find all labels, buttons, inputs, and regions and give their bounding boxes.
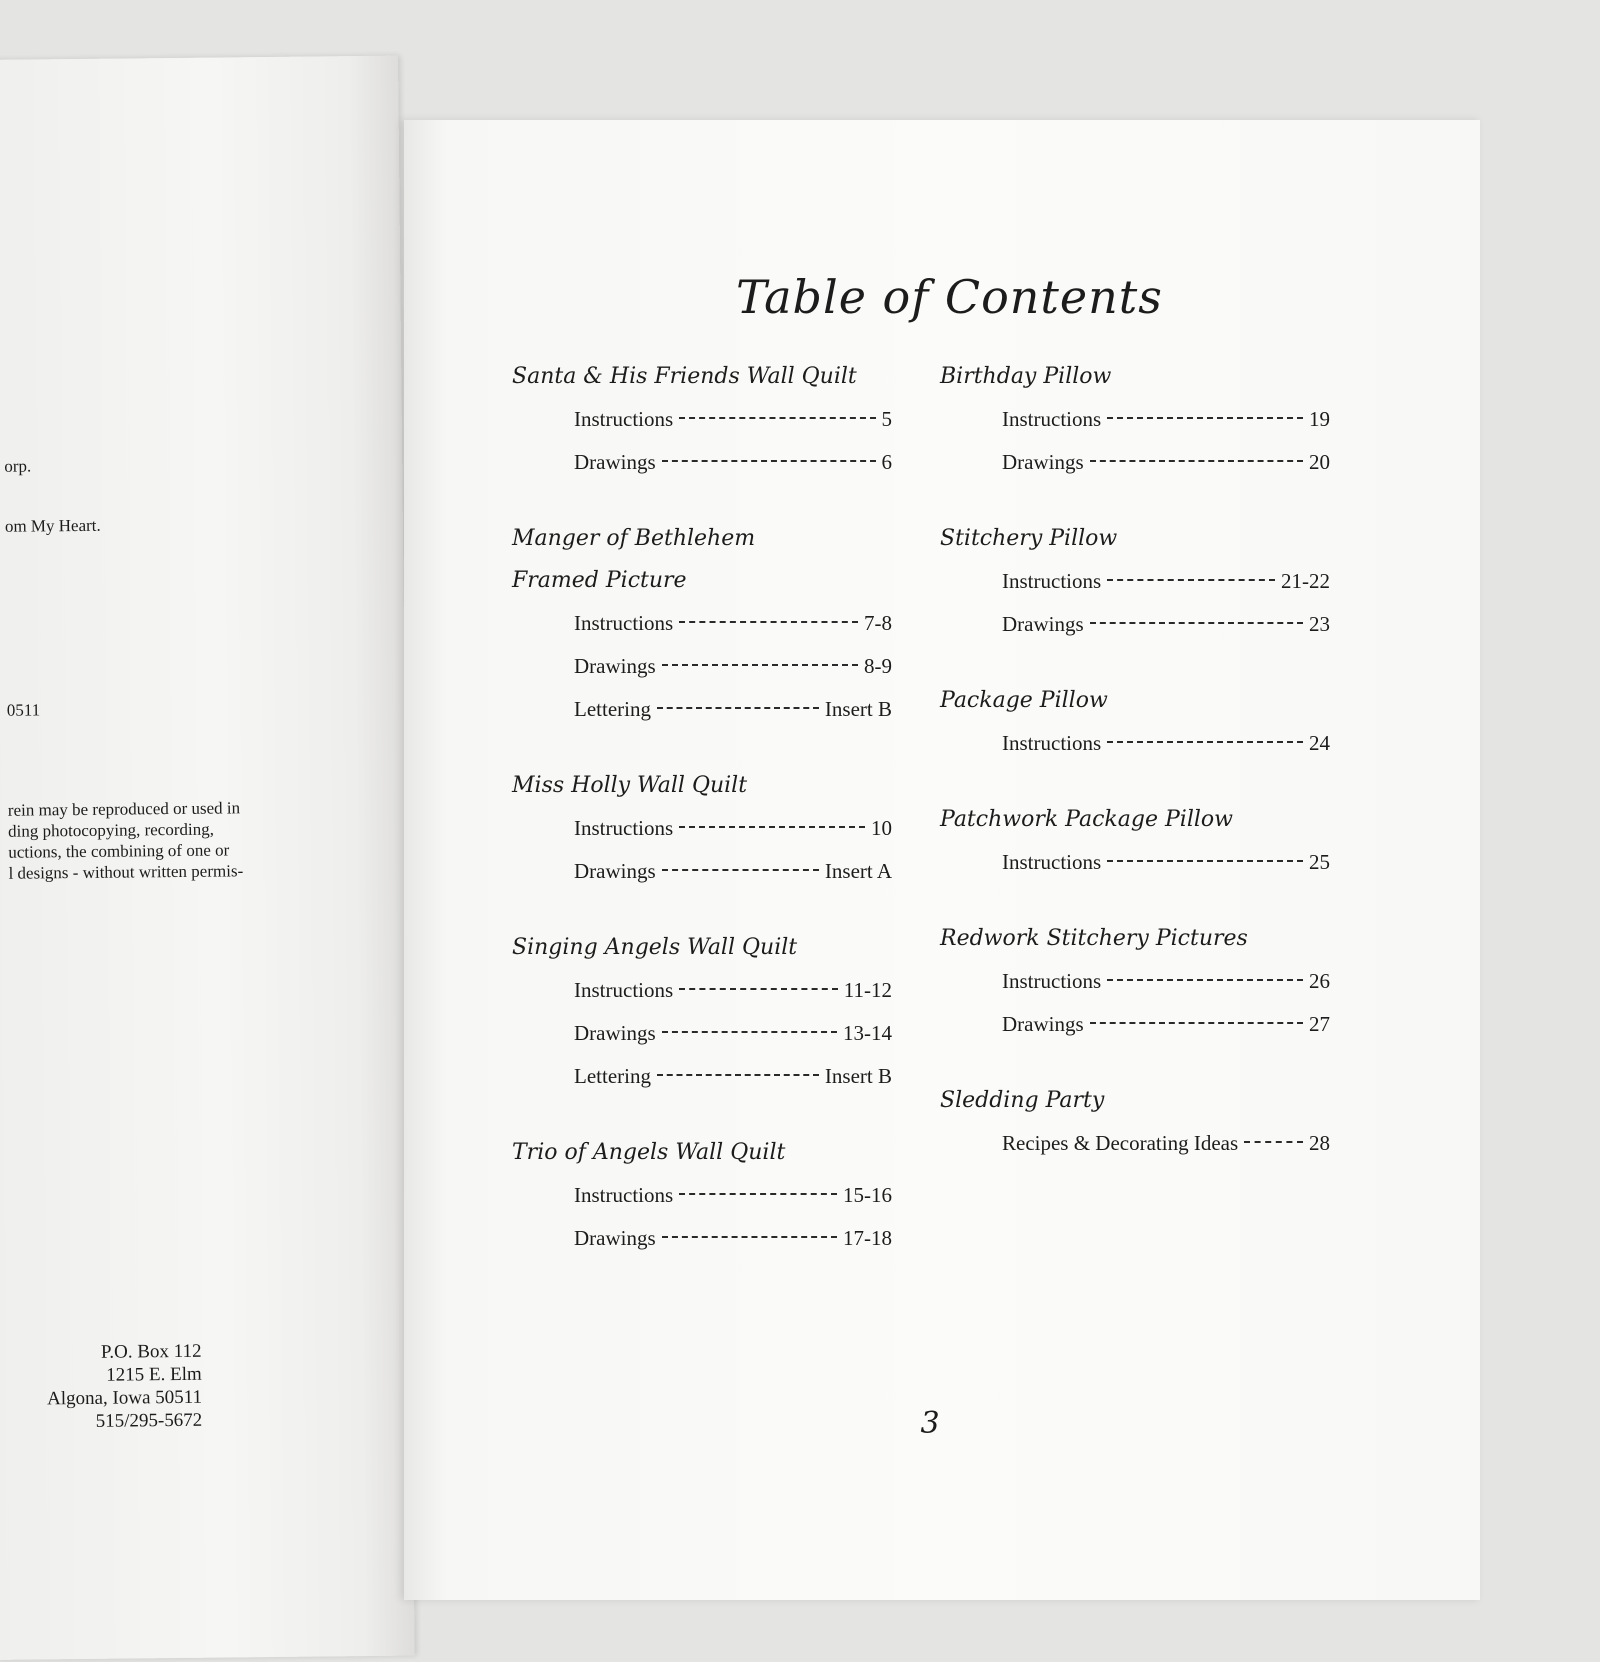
toc-entry[interactable]: [574, 1217, 892, 1260]
entry-label: Instructions: [1002, 731, 1102, 755]
page-title: Table of Contents: [736, 270, 1163, 324]
address-line: P.O. Box 112: [100, 1340, 202, 1363]
left-fragment: om My Heart.: [4, 515, 101, 536]
address-line: 515/295-5672: [95, 1409, 203, 1432]
section-title: Sledding Party: [940, 1088, 1105, 1113]
left-fragment: 0511: [6, 700, 41, 720]
entry-label: Drawings: [574, 450, 656, 474]
entry-pages: 21-22: [1281, 569, 1330, 593]
toc-entry[interactable]: [574, 850, 892, 893]
entry-pages: Insert B: [824, 697, 892, 721]
entry-label: Lettering: [574, 697, 651, 721]
entry-label: Instructions: [1002, 407, 1102, 431]
entry-label: Drawings: [574, 1226, 656, 1250]
section-title: Patchwork Package Pillow: [940, 807, 1233, 832]
toc-entry[interactable]: [1002, 841, 1330, 884]
entry-pages: 5: [881, 407, 892, 431]
entry-label: Instructions: [574, 1183, 674, 1207]
entry-label: Drawings: [574, 1021, 656, 1045]
toc-section: [512, 765, 892, 893]
dot-leader: [657, 707, 819, 709]
toc-left-column: [512, 356, 892, 1294]
left-page: [0, 56, 415, 1660]
section-title: Trio of Angels Wall Quilt: [512, 1140, 786, 1165]
toc-entry[interactable]: [1002, 960, 1330, 1003]
toc-entry[interactable]: [574, 688, 892, 731]
dot-leader: [1107, 860, 1303, 862]
entry-label: Drawings: [1002, 1012, 1084, 1036]
dot-leader: [679, 988, 838, 990]
entry-label: Instructions: [574, 816, 674, 840]
left-fragment: orp.: [4, 456, 32, 476]
address-line: 1215 E. Elm: [106, 1363, 202, 1386]
entry-pages: 10: [871, 816, 892, 840]
section-title: Redwork Stitchery Pictures: [940, 926, 1248, 951]
toc-entry[interactable]: [574, 1174, 892, 1217]
toc-section: [940, 680, 1330, 765]
dot-leader: [662, 1031, 837, 1033]
toc-section: [512, 518, 892, 731]
entry-label: Recipes & Decorating Ideas: [1002, 1131, 1239, 1155]
entry-pages: Insert A: [824, 859, 892, 883]
entry-label: Drawings: [1002, 612, 1084, 636]
entry-pages: 7-8: [864, 611, 892, 635]
toc-entry[interactable]: [1002, 1122, 1330, 1165]
toc-entry[interactable]: [574, 969, 892, 1012]
entry-label: Drawings: [574, 859, 656, 883]
left-fragment: uctions, the combining of one or: [8, 840, 230, 862]
entry-pages: 25: [1309, 850, 1330, 874]
toc-entry[interactable]: [574, 1012, 892, 1055]
entry-pages: 19: [1309, 407, 1330, 431]
toc-section: [940, 1080, 1330, 1165]
toc-section: [512, 356, 892, 484]
right-page: [404, 120, 1480, 1600]
toc-entry[interactable]: [1002, 441, 1330, 484]
section-title: Singing Angels Wall Quilt: [512, 935, 798, 960]
dot-leader: [679, 417, 875, 419]
entry-label: Instructions: [1002, 569, 1102, 593]
dot-leader: [1244, 1141, 1303, 1143]
entry-pages: 23: [1309, 612, 1330, 636]
entry-pages: 15-16: [843, 1183, 892, 1207]
dot-leader: [679, 621, 858, 623]
dot-leader: [657, 1074, 819, 1076]
toc-entry[interactable]: [1002, 398, 1330, 441]
entry-pages: 27: [1309, 1012, 1330, 1036]
page-number: 3: [920, 1406, 940, 1441]
toc-entry[interactable]: [574, 1055, 892, 1098]
toc-entry[interactable]: [1002, 722, 1330, 765]
toc-right-column: [940, 356, 1330, 1199]
entry-pages: 8-9: [864, 654, 892, 678]
dot-leader: [662, 664, 858, 666]
toc-entry[interactable]: [574, 807, 892, 850]
dot-leader: [1107, 579, 1275, 581]
dot-leader: [662, 460, 876, 462]
section-title: Package Pillow: [940, 688, 1108, 713]
section-title: Miss Holly Wall Quilt: [512, 773, 748, 798]
toc-entry[interactable]: [574, 398, 892, 441]
dot-leader: [1107, 979, 1303, 981]
left-fragment: rein may be reproduced or used in: [7, 798, 241, 820]
entry-pages: 6: [881, 450, 892, 474]
section-title: Stitchery Pillow: [940, 526, 1118, 551]
entry-label: Instructions: [1002, 969, 1102, 993]
toc-entry[interactable]: [574, 441, 892, 484]
toc-entry[interactable]: [574, 645, 892, 688]
dot-leader: [1107, 741, 1303, 743]
entry-label: Instructions: [574, 611, 674, 635]
entry-label: Instructions: [574, 978, 674, 1002]
entry-pages: 13-14: [843, 1021, 892, 1045]
dot-leader: [679, 1193, 837, 1195]
entry-pages: Insert B: [824, 1064, 892, 1088]
section-title: Birthday Pillow: [940, 364, 1112, 389]
toc-section: [940, 799, 1330, 884]
publisher-address: [0, 1340, 202, 1436]
entry-pages: 20: [1309, 450, 1330, 474]
toc-entry[interactable]: [1002, 560, 1330, 603]
toc-section: [512, 927, 892, 1098]
left-fragment: ding photocopying, recording,: [7, 819, 215, 841]
entry-pages: 24: [1309, 731, 1330, 755]
entry-label: Drawings: [574, 654, 656, 678]
entry-label: Drawings: [1002, 450, 1084, 474]
entry-pages: 26: [1309, 969, 1330, 993]
toc-section: [940, 356, 1330, 484]
dot-leader: [662, 869, 819, 871]
address-line: Algona, Iowa 50511: [46, 1386, 203, 1410]
toc-section: [512, 1132, 892, 1260]
entry-pages: 11-12: [843, 978, 892, 1002]
dot-leader: [1090, 460, 1303, 462]
dot-leader: [1090, 622, 1303, 624]
left-fragment: l designs - without written permis-: [8, 861, 244, 883]
entry-pages: 28: [1309, 1131, 1330, 1155]
section-title: Santa & His Friends Wall Quilt: [512, 364, 857, 389]
dot-leader: [1090, 1022, 1303, 1024]
entry-label: Instructions: [1002, 850, 1102, 874]
toc-section: [940, 518, 1330, 646]
dot-leader: [1107, 417, 1303, 419]
section-subtitle: Framed Picture: [512, 568, 687, 593]
toc-entry[interactable]: [1002, 603, 1330, 646]
dot-leader: [679, 826, 865, 828]
entry-label: Instructions: [574, 407, 674, 431]
entry-pages: 17-18: [843, 1226, 892, 1250]
toc-entry[interactable]: [574, 602, 892, 645]
toc-entry[interactable]: [1002, 1003, 1330, 1046]
section-title: Manger of Bethlehem: [512, 526, 756, 551]
entry-label: Lettering: [574, 1064, 651, 1088]
dot-leader: [662, 1236, 837, 1238]
toc-section: [940, 918, 1330, 1046]
